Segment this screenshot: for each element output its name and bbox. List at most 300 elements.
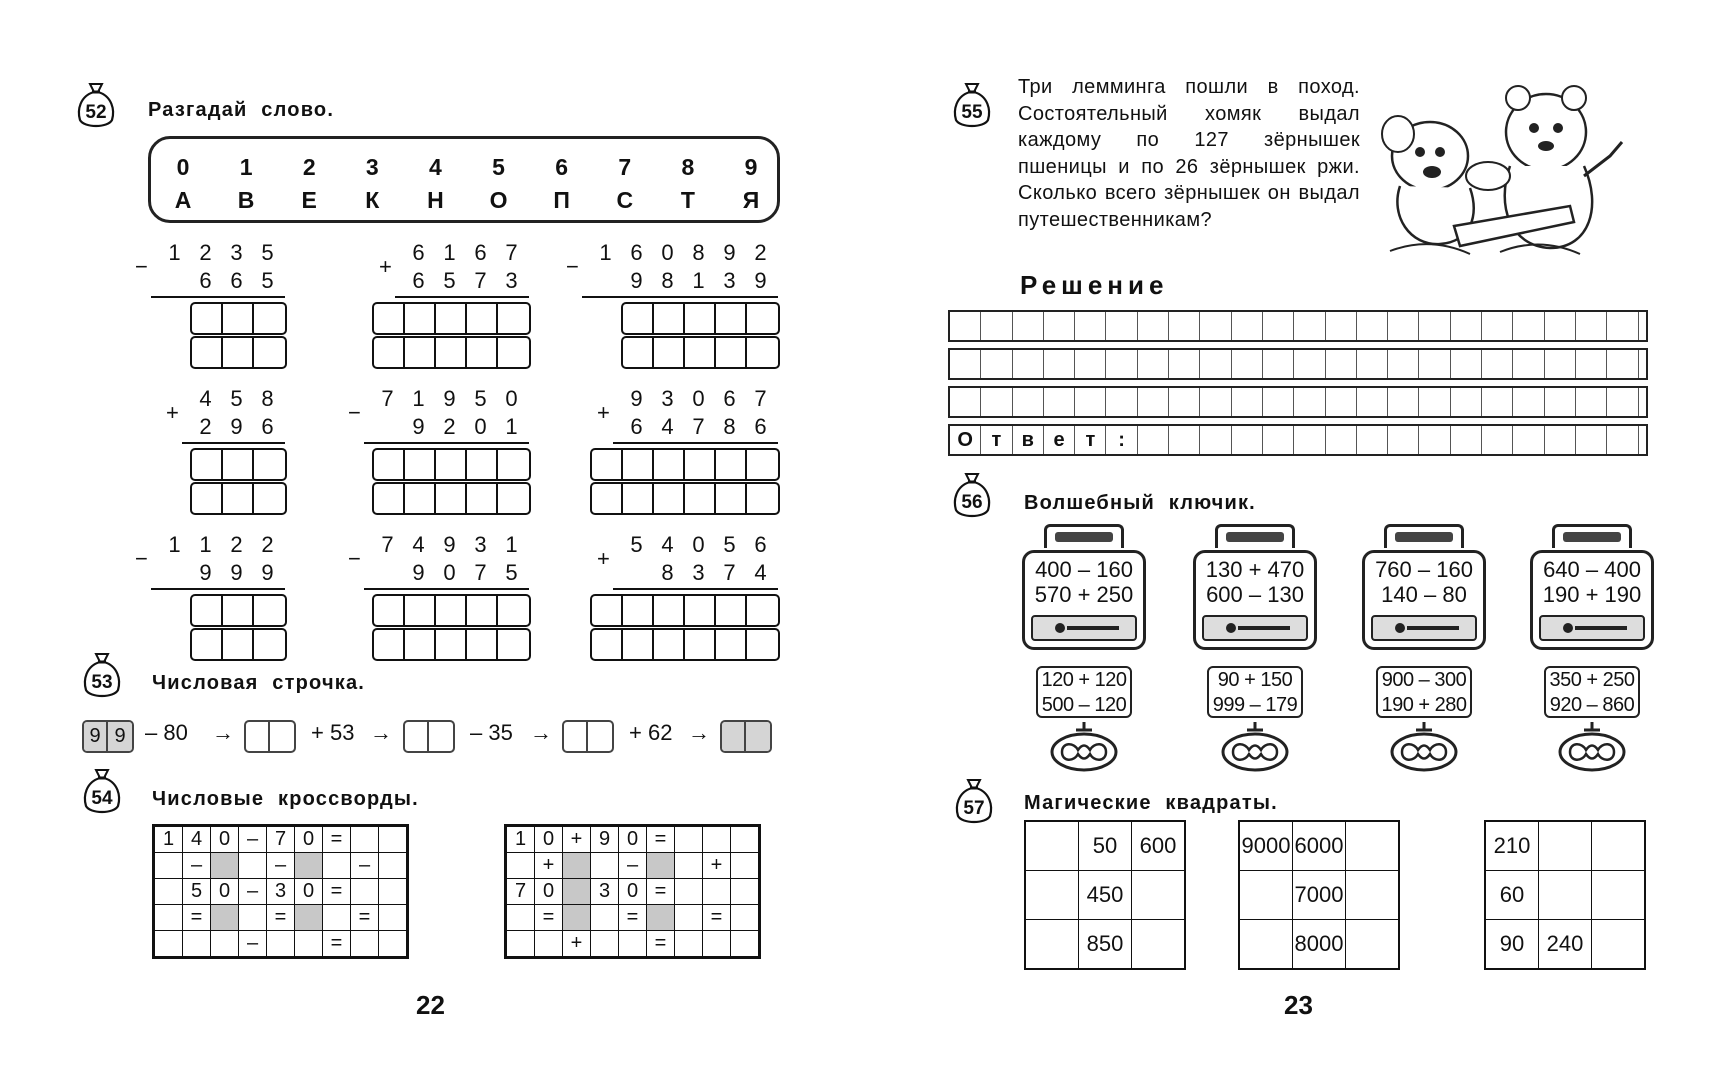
grid-cell[interactable] (1013, 350, 1044, 378)
empty-cell[interactable] (506, 931, 535, 958)
empty-cell[interactable] (731, 905, 760, 931)
answer-cell[interactable] (405, 338, 436, 367)
cipher-digit: 5 (492, 154, 505, 180)
solution-row[interactable] (948, 386, 1648, 418)
digit: 6 (474, 240, 487, 265)
cipher-key-table (148, 136, 780, 223)
digit: 7 (474, 560, 487, 585)
crossword-cell: = (323, 931, 351, 958)
answer-cell[interactable] (254, 484, 285, 513)
grid-cell[interactable] (1607, 388, 1638, 416)
answer-cell[interactable] (192, 484, 223, 513)
grid-cell[interactable] (1294, 350, 1325, 378)
answer-cell[interactable] (654, 338, 685, 367)
digit: 7 (474, 268, 487, 293)
empty-cell[interactable] (1239, 920, 1293, 970)
task-number: 54 (91, 788, 113, 809)
answer-cell[interactable] (498, 338, 529, 367)
grid-cell[interactable] (1482, 312, 1513, 340)
answer-digit-cells[interactable] (590, 448, 780, 481)
digit: 6 (754, 532, 767, 557)
answer-cell[interactable] (436, 630, 467, 659)
answer-cell[interactable] (223, 338, 254, 367)
answer-cell[interactable] (654, 304, 685, 333)
grid-cell[interactable] (1232, 350, 1263, 378)
answer-cell[interactable] (592, 450, 623, 479)
grid-cell[interactable] (1607, 312, 1638, 340)
empty-cell[interactable] (591, 905, 619, 931)
grid-cell[interactable] (1419, 388, 1450, 416)
grid-cell[interactable] (1388, 312, 1419, 340)
grid-cell[interactable] (1263, 350, 1294, 378)
answer-cell[interactable] (192, 450, 223, 479)
answer-cell[interactable] (498, 450, 529, 479)
answer-cell[interactable] (467, 596, 498, 625)
digit: 0 (505, 386, 518, 411)
crossword-cell: 7 (267, 826, 295, 853)
lock-expression: 570 + 250 (1034, 582, 1134, 607)
grid-cell[interactable] (1326, 388, 1357, 416)
empty-cell[interactable] (731, 879, 760, 905)
answer-digit-cells[interactable] (590, 594, 780, 627)
answer-cell[interactable] (623, 484, 654, 513)
answer-cell[interactable] (405, 450, 436, 479)
minuend-digits (372, 386, 527, 412)
answer-cell[interactable] (685, 596, 716, 625)
minuend-digits (621, 532, 776, 558)
answer-cell[interactable] (685, 304, 716, 333)
answer-digit-cells[interactable] (372, 302, 531, 335)
grid-cell[interactable] (1138, 350, 1169, 378)
answer-cell[interactable] (374, 338, 405, 367)
grid-cell[interactable] (1013, 312, 1044, 340)
empty-cell[interactable] (183, 931, 211, 958)
answer-cells[interactable] (403, 720, 455, 753)
minus-sign: − (135, 254, 148, 279)
answer-letter-cells[interactable] (372, 336, 531, 369)
empty-cell[interactable] (239, 853, 267, 879)
empty-cell[interactable] (1239, 871, 1293, 920)
crossword-row (154, 853, 408, 879)
answer-letter-cells[interactable] (590, 482, 780, 515)
answer-cell[interactable] (254, 304, 285, 333)
answer-letter-cells[interactable] (190, 482, 287, 515)
grid-cell[interactable] (1545, 426, 1576, 454)
answer-cell[interactable] (436, 450, 467, 479)
empty-cell[interactable] (379, 905, 408, 931)
answer-cell[interactable] (467, 338, 498, 367)
digit: 3 (505, 268, 518, 293)
task-number-badge (954, 776, 994, 824)
empty-cell[interactable] (1346, 871, 1400, 920)
page-number: 23 (1284, 990, 1313, 1020)
answer-label-letter: в (1013, 426, 1044, 454)
answer-cell[interactable] (716, 450, 747, 479)
empty-cell[interactable] (1025, 821, 1079, 871)
grid-cell[interactable] (1513, 312, 1544, 340)
answer-cell[interactable] (374, 596, 405, 625)
answer-cell[interactable] (498, 304, 529, 333)
answer-cell[interactable] (436, 338, 467, 367)
answer-cell[interactable] (592, 484, 623, 513)
digit: 1 (443, 240, 456, 265)
arrow-icon: → (530, 720, 552, 745)
grid-cell[interactable] (1357, 350, 1388, 378)
grid-cell[interactable] (1607, 350, 1638, 378)
empty-cell[interactable] (675, 853, 703, 879)
empty-cell[interactable] (379, 826, 408, 853)
grid-cell[interactable] (1482, 350, 1513, 378)
digit: 6 (261, 414, 274, 439)
empty-cell[interactable] (154, 905, 183, 931)
grid-cell[interactable] (1607, 426, 1638, 454)
key-expression: 90 + 150 (1217, 669, 1293, 691)
digit: 9 (443, 532, 456, 557)
empty-cell[interactable] (379, 853, 408, 879)
answer-cell[interactable] (623, 338, 654, 367)
empty-cell[interactable] (295, 931, 323, 958)
grid-cell[interactable] (1576, 426, 1607, 454)
grid-cell[interactable] (1200, 312, 1231, 340)
answer-cell[interactable] (654, 450, 685, 479)
answer-cell[interactable] (405, 304, 436, 333)
key-bow-icon (1556, 722, 1628, 772)
grid-cell[interactable] (981, 350, 1012, 378)
grid-cell[interactable] (1075, 312, 1106, 340)
grid-cell[interactable] (1545, 312, 1576, 340)
cipher-digit: 6 (555, 154, 569, 180)
grid-cell[interactable] (1075, 388, 1106, 416)
grid-cell[interactable] (1388, 350, 1419, 378)
grid-cell[interactable] (1106, 350, 1137, 378)
answer-cell[interactable] (405, 596, 436, 625)
answer-cell[interactable] (254, 338, 285, 367)
grid-cell[interactable] (950, 350, 981, 378)
answer-cell[interactable] (716, 484, 747, 513)
answer-cell[interactable] (716, 304, 747, 333)
grid-cell[interactable] (1294, 426, 1325, 454)
digit: 5 (723, 532, 736, 557)
answer-cell[interactable] (716, 338, 747, 367)
grid-cell[interactable] (1138, 426, 1169, 454)
answer-digit-cells[interactable] (190, 302, 287, 335)
grid-cell[interactable] (950, 388, 981, 416)
answer-cell[interactable] (436, 304, 467, 333)
answer-cell[interactable] (498, 596, 529, 625)
answer-cell[interactable] (747, 304, 778, 333)
magic-square-row (1239, 871, 1399, 920)
digit: 2 (199, 414, 212, 439)
key-expression: 900 – 300 (1381, 669, 1467, 691)
empty-cell[interactable] (323, 853, 351, 879)
answer-letter-cells[interactable] (621, 336, 780, 369)
grid-cell[interactable] (1451, 350, 1482, 378)
empty-cell[interactable] (731, 931, 760, 958)
answer-cell[interactable] (192, 338, 223, 367)
empty-cell[interactable] (703, 931, 731, 958)
grid-cell[interactable] (1482, 426, 1513, 454)
grid-cell[interactable] (1482, 388, 1513, 416)
digit: 4 (661, 414, 674, 439)
empty-cell[interactable] (1592, 920, 1646, 970)
empty-cell[interactable] (1592, 821, 1646, 871)
grid-cell[interactable] (1576, 312, 1607, 340)
grid-cell[interactable] (1232, 388, 1263, 416)
empty-cell[interactable] (1132, 871, 1186, 920)
empty-cell[interactable] (379, 931, 408, 958)
grid-cell[interactable] (981, 312, 1012, 340)
answer-cell[interactable] (716, 596, 747, 625)
grid-cell[interactable] (1513, 350, 1544, 378)
empty-cell[interactable] (323, 905, 351, 931)
grid-cell[interactable] (1106, 312, 1137, 340)
grid-cell[interactable] (1044, 350, 1075, 378)
grid-cell[interactable] (1075, 350, 1106, 378)
empty-cell[interactable] (1592, 871, 1646, 920)
answer-cell[interactable] (436, 484, 467, 513)
grid-cell[interactable] (1576, 388, 1607, 416)
answer-cell[interactable] (654, 596, 685, 625)
answer-cell[interactable] (685, 484, 716, 513)
answer-letter-cells[interactable] (190, 628, 287, 661)
answer-digit-cells[interactable] (621, 302, 780, 335)
answer-cell[interactable] (192, 630, 223, 659)
answer-cell[interactable] (623, 596, 654, 625)
solution-row[interactable] (948, 348, 1648, 380)
grid-cell[interactable] (1513, 388, 1544, 416)
grid-cell[interactable] (1263, 426, 1294, 454)
grid-cell[interactable] (1106, 388, 1137, 416)
grid-cell[interactable] (1200, 350, 1231, 378)
grid-cell[interactable] (1513, 426, 1544, 454)
answer-letter-cells[interactable] (372, 482, 531, 515)
digit: 7 (381, 386, 394, 411)
grid-cell[interactable] (1138, 312, 1169, 340)
grid-cell[interactable] (1357, 312, 1388, 340)
grid-cell[interactable] (1200, 388, 1231, 416)
answer-cell[interactable] (374, 630, 405, 659)
grid-cell[interactable] (1044, 312, 1075, 340)
empty-cell[interactable] (154, 879, 183, 905)
answer-cell[interactable] (747, 450, 778, 479)
grid-cell[interactable] (1263, 312, 1294, 340)
crossword-cell: – (239, 879, 267, 905)
number-crossword-2 (504, 824, 761, 959)
grid-cell[interactable] (1357, 426, 1388, 454)
answer-cell[interactable] (747, 630, 778, 659)
grid-cell[interactable] (1294, 312, 1325, 340)
grid-cell[interactable] (1013, 388, 1044, 416)
answer-digit-cells[interactable] (190, 448, 287, 481)
empty-cell[interactable] (731, 853, 760, 879)
answer-cell[interactable] (254, 596, 285, 625)
answer-cell[interactable] (623, 630, 654, 659)
answer-cell[interactable] (223, 304, 254, 333)
grid-cell[interactable] (1044, 388, 1075, 416)
solution-row[interactable] (948, 310, 1648, 342)
answer-cell[interactable] (223, 596, 254, 625)
grid-cell[interactable] (1294, 388, 1325, 416)
digit: 5 (261, 240, 274, 265)
answer-digit-cells[interactable] (372, 594, 531, 627)
subtrahend-digits (190, 268, 283, 294)
grid-cell[interactable] (950, 312, 981, 340)
grid-cell[interactable] (1419, 312, 1450, 340)
grid-cell[interactable] (1357, 388, 1388, 416)
answer-cell[interactable] (405, 484, 436, 513)
answer-cell[interactable] (467, 484, 498, 513)
answer-cell[interactable] (405, 630, 436, 659)
grid-cell[interactable] (1232, 426, 1263, 454)
answer-cell[interactable] (254, 630, 285, 659)
crossword-cell: 0 (211, 826, 239, 853)
empty-cell[interactable] (239, 905, 267, 931)
answer-letter-cells[interactable] (590, 628, 780, 661)
grid-cell[interactable] (1451, 388, 1482, 416)
grid-cell[interactable] (1545, 388, 1576, 416)
empty-cell[interactable] (675, 905, 703, 931)
empty-cell[interactable] (351, 826, 379, 853)
task-number-badge (82, 766, 122, 814)
empty-cell[interactable] (351, 931, 379, 958)
answer-cell[interactable] (747, 484, 778, 513)
grid-cell[interactable] (1451, 312, 1482, 340)
answer-cell[interactable] (223, 484, 254, 513)
task-number: 53 (91, 672, 113, 693)
answer-cell[interactable] (654, 630, 685, 659)
empty-cell[interactable] (506, 853, 535, 879)
answer-cell[interactable] (374, 450, 405, 479)
answer-cell[interactable] (467, 450, 498, 479)
grid-cell[interactable] (1169, 426, 1200, 454)
empty-cell[interactable] (703, 826, 731, 853)
grid-cell[interactable] (1419, 426, 1450, 454)
task-title: Числовые кроссворды. (152, 788, 419, 810)
grid-cell[interactable] (1451, 426, 1482, 454)
answer-letter-cells[interactable] (190, 336, 287, 369)
empty-cell[interactable] (675, 826, 703, 853)
answer-cells[interactable] (562, 720, 614, 753)
grid-cell[interactable] (1326, 350, 1357, 378)
empty-cell[interactable] (506, 905, 535, 931)
grid-cell[interactable] (1388, 388, 1419, 416)
empty-cell[interactable] (731, 826, 760, 853)
answer-cell[interactable] (498, 484, 529, 513)
empty-cell[interactable] (703, 879, 731, 905)
task-title: Числовая строчка. (152, 672, 366, 694)
grid-cell[interactable] (1200, 426, 1231, 454)
answer-cell[interactable] (192, 304, 223, 333)
answer-cell[interactable] (623, 450, 654, 479)
empty-cell[interactable] (267, 931, 295, 958)
answer-digit-cells[interactable] (372, 448, 531, 481)
empty-cell[interactable] (619, 931, 647, 958)
answer-cell[interactable] (716, 630, 747, 659)
digit: 2 (199, 240, 212, 265)
answer-cell[interactable] (467, 630, 498, 659)
answer-cell[interactable] (223, 450, 254, 479)
empty-cell[interactable] (1132, 920, 1186, 970)
grid-cell[interactable] (1232, 312, 1263, 340)
empty-cell[interactable] (591, 853, 619, 879)
answer-cell[interactable] (685, 630, 716, 659)
empty-cell[interactable] (535, 931, 563, 958)
minuend-digits (590, 240, 776, 266)
answer-label-letter: : (1106, 426, 1137, 454)
empty-cell[interactable] (1346, 920, 1400, 970)
empty-cell[interactable] (211, 931, 239, 958)
empty-cell[interactable] (675, 931, 703, 958)
answer-cell[interactable] (592, 596, 623, 625)
sum-line (582, 296, 778, 298)
empty-cell[interactable] (675, 879, 703, 905)
grid-cell[interactable] (1388, 426, 1419, 454)
grid-cell[interactable] (1169, 350, 1200, 378)
key-expression: 190 + 280 (1381, 694, 1467, 716)
answer-cell[interactable] (654, 484, 685, 513)
digit: 7 (754, 386, 767, 411)
empty-cell[interactable] (379, 879, 408, 905)
crossword-cell: = (647, 931, 675, 958)
answer-cell[interactable] (747, 596, 778, 625)
digit: 9 (199, 560, 212, 585)
answer-cell[interactable] (223, 630, 254, 659)
answer-cell[interactable] (254, 450, 285, 479)
empty-cell[interactable] (1025, 920, 1079, 970)
empty-cell[interactable] (351, 879, 379, 905)
empty-cell[interactable] (154, 853, 183, 879)
grid-cell[interactable] (1263, 388, 1294, 416)
crossword-row (506, 931, 760, 958)
answer-cell[interactable] (467, 304, 498, 333)
answer-digit-cells[interactable] (190, 594, 287, 627)
empty-cell[interactable] (1025, 871, 1079, 920)
grid-cell[interactable] (1169, 388, 1200, 416)
answer-cell[interactable] (592, 630, 623, 659)
grid-cell[interactable] (1326, 312, 1357, 340)
answer-letter-cells[interactable] (372, 628, 531, 661)
answer-cells[interactable] (244, 720, 296, 753)
answer-cell[interactable] (436, 596, 467, 625)
empty-cell[interactable] (1539, 821, 1592, 871)
answer-cell[interactable] (747, 338, 778, 367)
answer-row[interactable] (948, 424, 1648, 456)
answer-cell[interactable] (374, 484, 405, 513)
grid-cell[interactable] (981, 388, 1012, 416)
answer-cell[interactable] (685, 450, 716, 479)
grid-cell[interactable] (1169, 312, 1200, 340)
empty-cell[interactable] (154, 931, 183, 958)
grid-cell[interactable] (1545, 350, 1576, 378)
answer-cell[interactable] (623, 304, 654, 333)
grid-cell[interactable] (1576, 350, 1607, 378)
answer-cells[interactable] (720, 720, 772, 753)
empty-cell[interactable] (1539, 871, 1592, 920)
grid-cell[interactable] (1419, 350, 1450, 378)
empty-cell[interactable] (591, 931, 619, 958)
answer-cell[interactable] (192, 596, 223, 625)
grid-cell[interactable] (1138, 388, 1169, 416)
answer-cell[interactable] (374, 304, 405, 333)
digit: 9 (723, 240, 736, 265)
grid-cell[interactable] (1326, 426, 1357, 454)
crossword-cell: = (647, 826, 675, 853)
answer-cell[interactable] (498, 630, 529, 659)
padlock-shackle-icon (1044, 524, 1124, 548)
empty-cell[interactable] (1346, 821, 1400, 871)
magic-square-row (1025, 920, 1185, 970)
answer-cell[interactable] (685, 338, 716, 367)
